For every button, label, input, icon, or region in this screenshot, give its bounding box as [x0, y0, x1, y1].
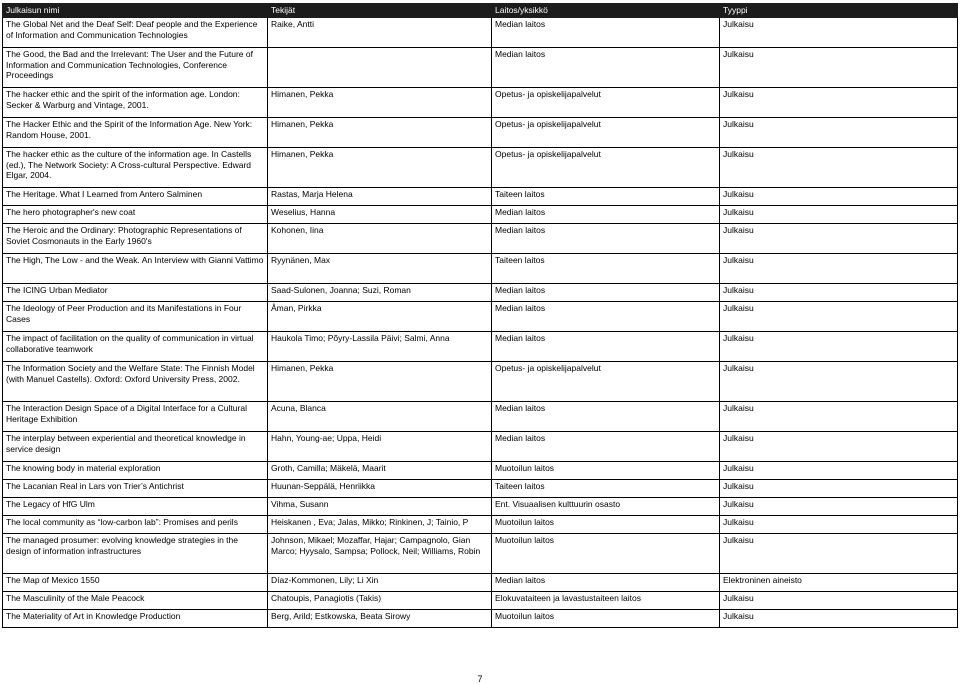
- authors-cell: Haukola Timo; Põyry-Lassila Päivi; Salmi, Anna: [268, 332, 492, 362]
- type-cell: Julkaisu: [720, 284, 958, 302]
- type-cell: Julkaisu: [720, 592, 958, 610]
- table-row: [3, 480, 958, 498]
- authors-cell: Johnson, Mikael; Mozaffar, Hajar; Campagnolo, Gian Marco; Hyysalo, Sampsa; Pollock, Neil; Williams, Robin: [268, 534, 492, 574]
- header-row: [3, 4, 958, 18]
- department-cell: Median laitos: [492, 224, 720, 254]
- type-cell: Julkaisu: [720, 462, 958, 480]
- authors-cell: Himanen, Pekka: [268, 148, 492, 188]
- table-row: [3, 88, 958, 118]
- table-row: [3, 48, 958, 88]
- publication-title-cell: The Hacker Ethic and the Spirit of the Information Age. New York: Random House, 2001.: [3, 118, 268, 148]
- authors-cell: Groth, Camilla; Mäkelä, Maarit: [268, 462, 492, 480]
- department-cell: Muotoilun laitos: [492, 534, 720, 574]
- type-cell: Julkaisu: [720, 610, 958, 628]
- department-cell: Opetus- ja opiskelijapalvelut: [492, 88, 720, 118]
- type-cell: Julkaisu: [720, 534, 958, 574]
- publication-title-cell: The Ideology of Peer Production and its Manifestations in Four Cases: [3, 302, 268, 332]
- authors-cell: Rastas, Marja Helena: [268, 188, 492, 206]
- type-cell: Julkaisu: [720, 302, 958, 332]
- authors-cell: Saad-Sulonen, Joanna; Suzi, Roman: [268, 284, 492, 302]
- column-header-department: Laitos/yksikkö: [492, 4, 720, 18]
- table-body: [3, 18, 958, 628]
- table-row: [3, 362, 958, 402]
- publication-title-cell: The hacker ethic as the culture of the information age. In Castells (ed.), The Network Society: A Cross-cultural Perspective. Edward Elgar, 2004.: [3, 148, 268, 188]
- table-row: [3, 302, 958, 332]
- publications-table: [2, 3, 958, 628]
- publication-title-cell: The managed prosumer: evolving knowledge strategies in the design of information infrastructures: [3, 534, 268, 574]
- table-header: [3, 4, 958, 18]
- department-cell: Muotoilun laitos: [492, 462, 720, 480]
- authors-cell: Himanen, Pekka: [268, 118, 492, 148]
- publication-title-cell: The Global Net and the Deaf Self: Deaf people and the Experience of Information and Communication Technologies: [3, 18, 268, 48]
- department-cell: Median laitos: [492, 206, 720, 224]
- department-cell: Taiteen laitos: [492, 480, 720, 498]
- authors-cell: Kohonen, Iina: [268, 224, 492, 254]
- type-cell: Julkaisu: [720, 188, 958, 206]
- authors-cell: Chatoupis, Panagiotis (Takis): [268, 592, 492, 610]
- table-row: [3, 188, 958, 206]
- type-cell: Julkaisu: [720, 362, 958, 402]
- publication-title-cell: The Materiality of Art in Knowledge Production: [3, 610, 268, 628]
- publication-title-cell: The Heroic and the Ordinary: Photographic Representations of Soviet Cosmonauts in the Early 1960's: [3, 224, 268, 254]
- type-cell: Julkaisu: [720, 432, 958, 462]
- table-row: [3, 224, 958, 254]
- table-row: [3, 148, 958, 188]
- authors-cell: Ryynänen, Max: [268, 254, 492, 284]
- authors-cell: Himanen, Pekka: [268, 362, 492, 402]
- publication-title-cell: The Legacy of HfG Ulm: [3, 498, 268, 516]
- department-cell: Median laitos: [492, 302, 720, 332]
- type-cell: Julkaisu: [720, 254, 958, 284]
- type-cell: Julkaisu: [720, 480, 958, 498]
- authors-cell: [268, 48, 492, 88]
- type-cell: Julkaisu: [720, 498, 958, 516]
- authors-cell: Huunan-Seppälä, Henriikka: [268, 480, 492, 498]
- column-header-authors: Tekijät: [268, 4, 492, 18]
- authors-cell: Hahn, Young-ae; Uppa, Heidi: [268, 432, 492, 462]
- type-cell: Julkaisu: [720, 224, 958, 254]
- table-row: [3, 254, 958, 284]
- department-cell: Median laitos: [492, 402, 720, 432]
- type-cell: Julkaisu: [720, 206, 958, 224]
- publication-title-cell: The Masculinity of the Male Peacock: [3, 592, 268, 610]
- authors-cell: Raike, Antti: [268, 18, 492, 48]
- publication-title-cell: The interplay between experiential and theoretical knowledge in service design: [3, 432, 268, 462]
- table-row: [3, 534, 958, 574]
- publication-title-cell: The Good, the Bad and the Irrelevant: The User and the Future of Information and Communication Technologies, Conference Proceedings: [3, 48, 268, 88]
- publication-title-cell: The ICING Urban Mediator: [3, 284, 268, 302]
- department-cell: Median laitos: [492, 284, 720, 302]
- type-cell: Julkaisu: [720, 88, 958, 118]
- department-cell: Median laitos: [492, 432, 720, 462]
- authors-cell: Heiskanen , Eva; Jalas, Mikko; Rinkinen, J; Tainio, P: [268, 516, 492, 534]
- department-cell: Median laitos: [492, 18, 720, 48]
- publication-title-cell: The impact of facilitation on the quality of communication in virtual collaborative teamwork: [3, 332, 268, 362]
- publication-title-cell: The hacker ethic and the spirit of the information age. London: Secker & Warburg and Vintage, 2001.: [3, 88, 268, 118]
- publication-title-cell: The Information Society and the Welfare State: The Finnish Model (with Manuel Castells). Oxford: Oxford University Press, 2002.: [3, 362, 268, 402]
- table-row: [3, 118, 958, 148]
- authors-cell: Acuna, Blanca: [268, 402, 492, 432]
- table-row: [3, 18, 958, 48]
- publication-title-cell: The Heritage. What I Learned from Antero Salminen: [3, 188, 268, 206]
- authors-cell: Díaz-Kommonen, Lily; Li Xin: [268, 574, 492, 592]
- department-cell: Median laitos: [492, 332, 720, 362]
- department-cell: Taiteen laitos: [492, 188, 720, 206]
- publication-title-cell: The local community as “low-carbon lab”: Promises and perils: [3, 516, 268, 534]
- page-number: 7: [477, 674, 483, 684]
- type-cell: Julkaisu: [720, 118, 958, 148]
- department-cell: Ent. Visuaalisen kulttuurin osasto: [492, 498, 720, 516]
- table-row: [3, 432, 958, 462]
- publication-title-cell: The Lacanian Real in Lars von Trier’s Antichrist: [3, 480, 268, 498]
- table-row: [3, 206, 958, 224]
- publication-title-cell: The Interaction Design Space of a Digital Interface for a Cultural Heritage Exhibition: [3, 402, 268, 432]
- type-cell: Julkaisu: [720, 18, 958, 48]
- type-cell: Julkaisu: [720, 48, 958, 88]
- table-row: [3, 610, 958, 628]
- type-cell: Julkaisu: [720, 516, 958, 534]
- table-row: [3, 332, 958, 362]
- table-row: [3, 402, 958, 432]
- department-cell: Muotoilun laitos: [492, 516, 720, 534]
- type-cell: Elektroninen aineisto: [720, 574, 958, 592]
- publication-title-cell: The Map of Mexico 1550: [3, 574, 268, 592]
- authors-cell: Vihma, Susann: [268, 498, 492, 516]
- department-cell: Median laitos: [492, 574, 720, 592]
- type-cell: Julkaisu: [720, 332, 958, 362]
- table-row: [3, 592, 958, 610]
- type-cell: Julkaisu: [720, 402, 958, 432]
- publication-title-cell: The knowing body in material exploration: [3, 462, 268, 480]
- table-row: [3, 284, 958, 302]
- department-cell: Opetus- ja opiskelijapalvelut: [492, 118, 720, 148]
- column-header-title: Julkaisun nimi: [3, 4, 268, 18]
- publication-title-cell: The hero photographer's new coat: [3, 206, 268, 224]
- department-cell: Opetus- ja opiskelijapalvelut: [492, 148, 720, 188]
- department-cell: Taiteen laitos: [492, 254, 720, 284]
- publication-title-cell: The High, The Low - and the Weak. An Interview with Gianni Vattimo: [3, 254, 268, 284]
- table-row: [3, 516, 958, 534]
- authors-cell: Berg, Arild; Estkowska, Beata Sirowy: [268, 610, 492, 628]
- department-cell: Median laitos: [492, 48, 720, 88]
- department-cell: Elokuvataiteen ja lavastustaiteen laitos: [492, 592, 720, 610]
- authors-cell: Himanen, Pekka: [268, 88, 492, 118]
- column-header-type: Tyyppi: [720, 4, 958, 18]
- table-row: [3, 462, 958, 480]
- table-row: [3, 498, 958, 516]
- authors-cell: Åman, Pirkka: [268, 302, 492, 332]
- table-row: [3, 574, 958, 592]
- authors-cell: Weselius, Hanna: [268, 206, 492, 224]
- type-cell: Julkaisu: [720, 148, 958, 188]
- department-cell: Opetus- ja opiskelijapalvelut: [492, 362, 720, 402]
- department-cell: Muotoilun laitos: [492, 610, 720, 628]
